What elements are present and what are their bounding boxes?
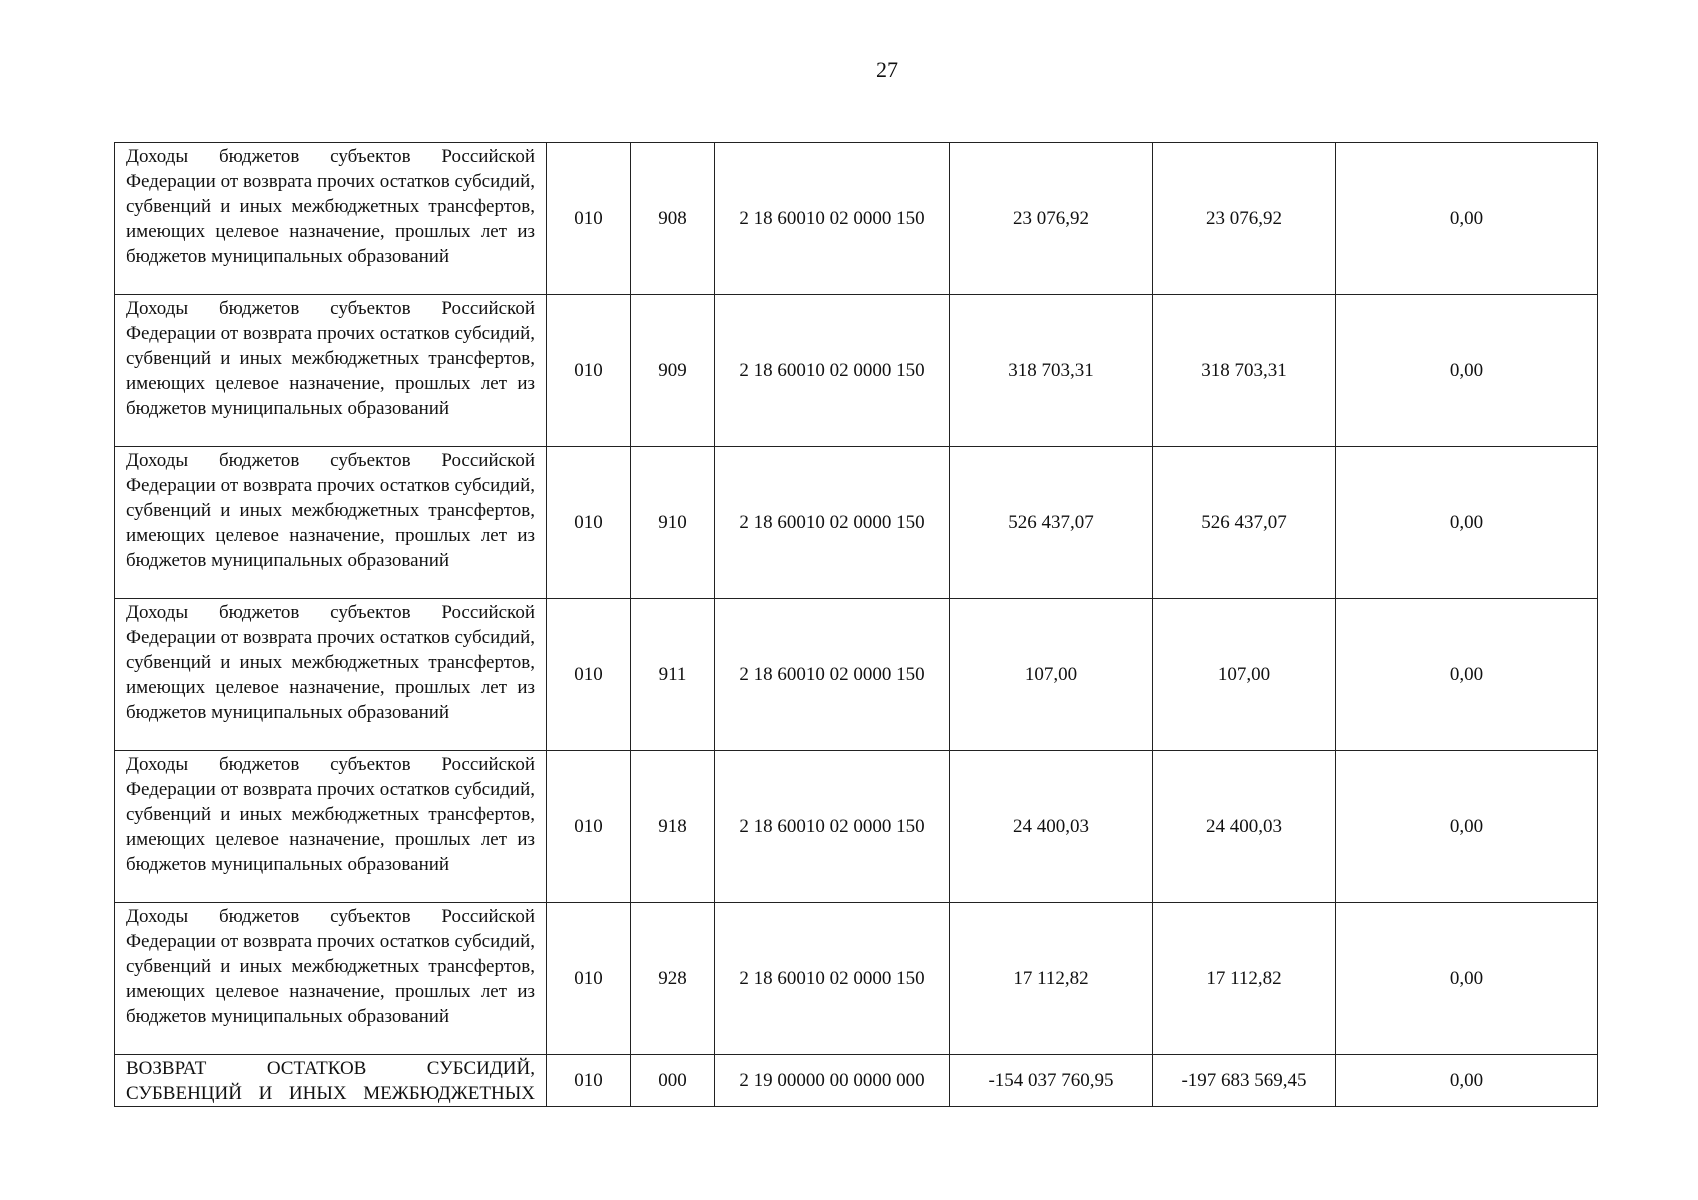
row-value-2: 318 703,31 [1153, 295, 1336, 447]
row-value-3: 0,00 [1336, 599, 1598, 751]
row-value-3: 0,00 [1336, 751, 1598, 903]
row-value-2: 23 076,92 [1153, 143, 1336, 295]
table-row [115, 295, 1598, 447]
row-code-b: 911 [631, 599, 715, 751]
row-value-1: 23 076,92 [950, 143, 1153, 295]
row-kbk: 2 18 60010 02 0000 150 [715, 903, 950, 1055]
row-code-b: 928 [631, 903, 715, 1055]
row-value-3: 0,00 [1336, 143, 1598, 295]
table-row [115, 599, 1598, 751]
table-row [115, 447, 1598, 599]
row-value-2: 24 400,03 [1153, 751, 1336, 903]
row-code-b: 908 [631, 143, 715, 295]
row-value-2: 526 437,07 [1153, 447, 1336, 599]
row-code-a: 010 [547, 599, 631, 751]
row-kbk: 2 18 60010 02 0000 150 [715, 295, 950, 447]
row-code-a: 010 [547, 295, 631, 447]
row-value-3: 0,00 [1336, 447, 1598, 599]
row-code-b: 910 [631, 447, 715, 599]
row-description: Доходы бюджетов субъектов Российской Федерации от возврата прочих остатков субсидий, субвенций и иных межбюджетных трансфертов, имеющих целевое назначение, прошлых лет из бюджетов муниципальных образований [115, 295, 547, 447]
income-table [114, 142, 1598, 1107]
row-value-2: 17 112,82 [1153, 903, 1336, 1055]
row-value-1: -154 037 760,95 [950, 1055, 1153, 1107]
row-description: Доходы бюджетов субъектов Российской Федерации от возврата прочих остатков субсидий, субвенций и иных межбюджетных трансфертов, имеющих целевое назначение, прошлых лет из бюджетов муниципальных образований [115, 599, 547, 751]
row-code-b: 000 [631, 1055, 715, 1107]
table-row [115, 143, 1598, 295]
row-value-1: 107,00 [950, 599, 1153, 751]
row-code-a: 010 [547, 143, 631, 295]
row-kbk: 2 18 60010 02 0000 150 [715, 143, 950, 295]
row-description [115, 1055, 547, 1107]
row-value-1: 318 703,31 [950, 295, 1153, 447]
table-row [115, 1055, 1598, 1107]
row-code-b: 909 [631, 295, 715, 447]
row-value-3: 0,00 [1336, 1055, 1598, 1107]
row-description: Доходы бюджетов субъектов Российской Федерации от возврата прочих остатков субсидий, субвенций и иных межбюджетных трансфертов, имеющих целевое назначение, прошлых лет из бюджетов муниципальных образований [115, 903, 547, 1055]
row-value-2: -197 683 569,45 [1153, 1055, 1336, 1107]
row-value-3: 0,00 [1336, 903, 1598, 1055]
row-description: Доходы бюджетов субъектов Российской Федерации от возврата прочих остатков субсидий, субвенций и иных межбюджетных трансфертов, имеющих целевое назначение, прошлых лет из бюджетов муниципальных образований [115, 143, 547, 295]
row-kbk: 2 19 00000 00 0000 000 [715, 1055, 950, 1107]
row-value-3: 0,00 [1336, 295, 1598, 447]
row-kbk: 2 18 60010 02 0000 150 [715, 447, 950, 599]
row-code-a: 010 [547, 903, 631, 1055]
page-number: 27 [876, 57, 898, 82]
row-description: Доходы бюджетов субъектов Российской Федерации от возврата прочих остатков субсидий, субвенций и иных межбюджетных трансфертов, имеющих целевое назначение, прошлых лет из бюджетов муниципальных образований [115, 751, 547, 903]
row-value-1: 17 112,82 [950, 903, 1153, 1055]
row-kbk: 2 18 60010 02 0000 150 [715, 599, 950, 751]
row-value-2: 107,00 [1153, 599, 1336, 751]
row-code-b: 918 [631, 751, 715, 903]
table-row [115, 903, 1598, 1055]
row-value-1: 24 400,03 [950, 751, 1153, 903]
row-code-a: 010 [547, 447, 631, 599]
row-description: Доходы бюджетов субъектов Российской Федерации от возврата прочих остатков субсидий, субвенций и иных межбюджетных трансфертов, имеющих целевое назначение, прошлых лет из бюджетов муниципальных образований [115, 447, 547, 599]
row-value-1: 526 437,07 [950, 447, 1153, 599]
row-code-a: 010 [547, 751, 631, 903]
row-kbk: 2 18 60010 02 0000 150 [715, 751, 950, 903]
row-description-line-2: СУБВЕНЦИЙ И ИНЫХ МЕЖБЮДЖЕТНЫХ [126, 1083, 535, 1104]
row-description-line-1: ВОЗВРАТ ОСТАТКОВ СУБСИДИЙ, [126, 1058, 535, 1079]
row-code-a: 010 [547, 1055, 631, 1107]
table-row [115, 751, 1598, 903]
